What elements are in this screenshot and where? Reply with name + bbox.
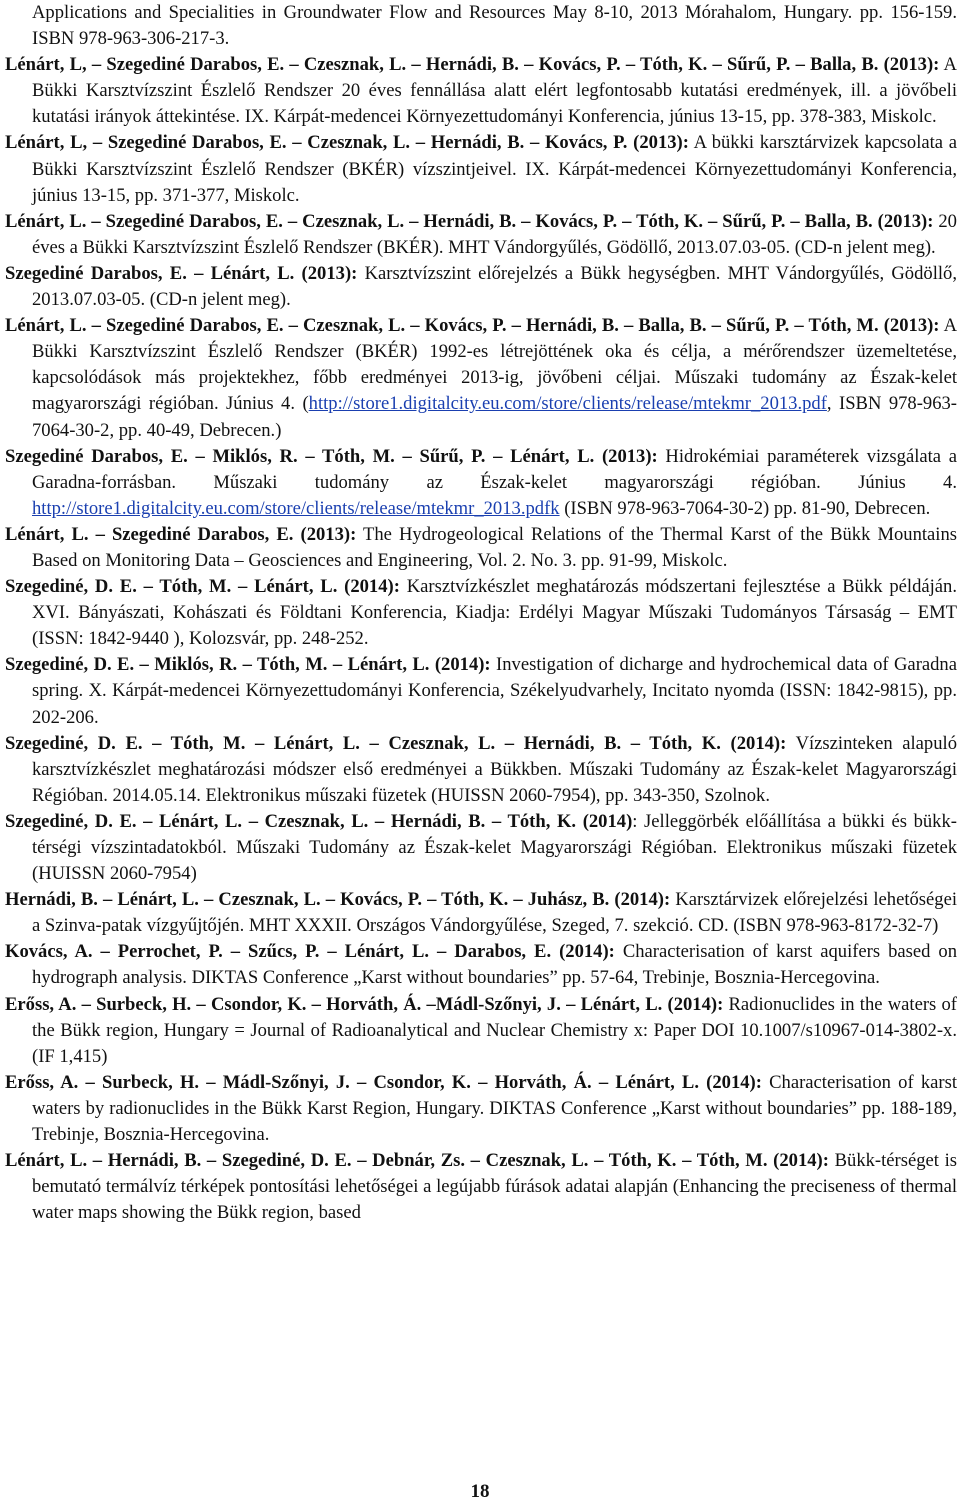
reference-year: (2014): (429, 654, 491, 676)
reference-text: Characterisation of karst aquifers based on hydrograph analysis. DIKTAS Conference „Karst without boundaries” pp. 57-64, Trebinje, Bosznia-Hercegovina. (32, 941, 957, 989)
reference-text: Bükk-térséget is bemutató termálvíz térképek pontosítási lehetőségei a legújabb fúrások adatai alapján (Enhancing the preciseness of thermal water maps showing the Bükk region, based (32, 1150, 958, 1224)
reference-text: Vízszinteken alapuló karsztvízkészlet meghatározási módszer első eredményei a Bükkben. Műszaki Tudomány az Észak-kelet Magyarországi Régióban. 2014.05.14. Elektronikus műszaki füzetek (HUISSN 2060-7954), pp. 343-350, Szolnok. (32, 732, 957, 806)
reference-authors: Lénárt, L. – Szegediné Darabos, E. (5, 523, 294, 545)
reference-authors: Szegediné, D. E. – Miklós, R. – Tóth, M. – Lénárt, L. (5, 654, 430, 676)
reference-text: A Bükki Karsztvízszint Észlelő Rendszer 20 éves fennállása alatt elért legfontosabb kutatási eredmények, ill. a jövőbeli kutatási irányok áttekintése. IX. Kárpát-medencei Környezettudományi Konferencia, június 13-15, pp. 378-383, Miskolc. (32, 54, 957, 128)
reference-authors: Lénárt, L. – Hernádi, B. – Szegediné, D. E. – Debnár, Zs. – Czesznak, L. – Tóth, K. – Tóth, M. (5, 1150, 768, 1172)
reference-entry (5, 887, 957, 939)
reference-authors: Lénárt, L. – Szegediné Darabos, E. – Czesznak, L. – Kovács, P. – Hernádi, B. – Balla, B. – Sűrű, P. – Tóth, M. (5, 315, 879, 337)
reference-authors: Szegediné, D. E. – Tóth, M. – Lénárt, L. – Czesznak, L. – Hernádi, B. – Tóth, K. (5, 732, 721, 754)
page-number: 18 (470, 1481, 490, 1502)
reference-authors: Szegediné, D. E. – Lénárt, L. – Czesznak, L. – Hernádi, B. – Tóth, K. (5, 810, 577, 832)
reference-entry (5, 0, 957, 52)
reference-year: (2013): (293, 523, 357, 545)
reference-authors: Lénárt, L, – Szegediné Darabos, E. – Czesznak, L. – Hernádi, B. – Kovács, P. – Tóth, K. – Sűrű, P. – Balla, B. (5, 54, 879, 76)
reference-year: (2014): (337, 576, 400, 598)
reference-entry (5, 1148, 957, 1226)
reference-text: : Jelleggörbék előállítása a bükki és bükk-térségi vízszintadatokból. Műszaki Tudomány az Észak-kelet Magyarországi Régióban. Elektronikus műszaki füzetek (HUISSN 2060-7954) (32, 810, 957, 885)
reference-authors: Lénárt, L. – Szegediné Darabos, E. – Czesznak, L. – Hernádi, B. – Kovács, P. – Tóth, K. – Sűrű, P. – Balla, B. (5, 210, 873, 232)
reference-text: A bükki karsztárvizek kapcsolata a Bükki Karsztvízszint Észlelő Rendszer (BKÉR) vízszintjeivel. IX. Kárpát-medencei Környezettudományi Konferencia, június 13-15, pp. 371-377, Miskolc. (32, 132, 957, 206)
reference-entry (5, 939, 957, 991)
reference-entry (5, 809, 957, 887)
reference-year: (2013): (627, 132, 689, 154)
reference-text: Karsztárvizek előrejelzési lehetőségei a Szinva-patak vízgyűjtőjén. MHT XXXII. Országos Vándorgyűlése, Szeged, 7. szekció. CD. (ISBN 978-963-8172-32-7) (32, 889, 957, 937)
reference-entry (5, 522, 957, 574)
reference-year: (2014): (767, 1150, 829, 1172)
reference-text: A Bükki Karsztvízszint Észlelő Rendszer (BKÉR) 1992-es létrejöttének oka és célja, a mérőrendszer üzemeltetése, kapcsolódások más projektekhez, főbb eredményei 2013-ig, jövőbeni céljai. Műszaki tudomány az Észak-kelet magyarországi régióban. Június 4. ( (32, 315, 957, 415)
reference-text: Hidrokémiai paraméterek vizsgálata a Garadna-forrásban. Műszaki tudomány az Észak-kelet magyarországi régióban. Június 4. (32, 445, 957, 493)
reference-entry (5, 652, 957, 730)
reference-text-tail: , ISBN 978-963-7064-30-2, pp. 40-49, Debrecen.) (32, 393, 957, 441)
reference-entry (5, 261, 957, 313)
reference-authors: Kovács, A. – Perrochet, P. – Szűcs, P. – Lénárt, L. – Darabos, E. (5, 941, 552, 963)
reference-text: Karsztvízszint előrejelzés a Bükk hegységben. MHT Vándorgyűlés, Gödöllő, 2013.07.03-05. (CD-n jelent meg). (32, 262, 957, 311)
reference-authors: Szegediné Darabos, E. – Miklós, R. – Tóth, M. – Sűrű, P. – Lénárt, L. (5, 445, 595, 467)
reference-text: Investigation of dicharge and hydrochemical data of Garadna spring. X. Kárpát-medencei Környezettudományi Konferencia, Székelyudvarhely, Incitato nyomda (ISSN: 1842-9815), pp. 202-206. (32, 654, 957, 728)
reference-text: Applications and Specialities in Groundwater Flow and Resources May 8-10, 2013 Mórahalom, Hungary. pp. 156-159. ISBN 978-963-306-217-3. (32, 2, 957, 50)
reference-year: (2014): (662, 993, 724, 1015)
reference-text: Radionuclides in the waters of the Bükk region, Hungary = Journal of Radioanalytical and Nuclear Chemistry x: Paper DOI 10.1007/s10967-014-3802-x. (IF 1,415) (32, 993, 957, 1067)
reference-year: (2013): (594, 445, 658, 467)
reference-entry (5, 52, 957, 130)
reference-year: (2014): (551, 941, 615, 963)
reference-list (5, 0, 957, 1226)
reference-year: (2014): (609, 889, 671, 911)
reference-authors: Erőss, A. – Surbeck, H. – Csondor, K. – Horváth, Á. –Mádl-Szőnyi, J. – Lénárt, L. (5, 993, 663, 1015)
reference-year: (2013): (878, 315, 940, 337)
reference-year: (2014): (698, 1071, 762, 1093)
reference-entry (5, 574, 957, 652)
reference-authors: Szegediné, D. E. – Tóth, M. – Lénárt, L. (5, 576, 338, 598)
reference-entry (5, 1070, 957, 1148)
reference-text: The Hydrogeological Relations of the Thermal Karst of the Bükk Mountains Based on Monitoring Data – Geosciences and Engineering, Vol. 2. No. 3. pp. 91-99, Miskolc. (32, 523, 957, 571)
reference-authors: Hernádi, B. – Lénárt, L. – Czesznak, L. – Kovács, P. – Tóth, K. – Juhász, B. (5, 889, 610, 911)
reference-year: (2013): (872, 210, 934, 232)
reference-entry (5, 444, 957, 522)
reference-entry (5, 130, 957, 208)
reference-text-tail: (ISBN 978-963-7064-30-2) pp. 81-90, Debrecen. (559, 497, 931, 519)
reference-year: (2014): (720, 732, 787, 754)
reference-text: 20 éves a Bükki Karsztvízszint Észlelő Rendszer (BKÉR). MHT Vándorgyűlés, Gödöllő, 2013.07.03-05. (CD-n jelent meg). (32, 210, 957, 258)
reference-authors: Szegediné Darabos, E. – Lénárt, L. (5, 262, 295, 284)
reference-link[interactable]: http://store1.digitalcity.eu.com/store/clients/release/mtekmr_2013.pdf (308, 393, 827, 415)
reference-authors: Erőss, A. – Surbeck, H. – Mádl-Szőnyi, J. – Csondor, K. – Horváth, Á. – Lénárt, L. (5, 1071, 699, 1093)
reference-entry (5, 313, 957, 443)
reference-year: (2013): (878, 54, 940, 76)
reference-year: (2014) (576, 810, 633, 832)
reference-text: Karsztvízkészlet meghatározás módszertani fejlesztése a Bükk példáján. XVI. Bányászati, Kohászati és Földtani Konferencia, Kiadja: Erdélyi Magyar Műszaki Tudományos Társaság – EMT (ISSN: 1842-9440 ), Kolozsvár, pp. 248-252. (32, 576, 957, 650)
reference-link[interactable]: http://store1.digitalcity.eu.com/store/clients/release/mtekmr_2013.pdfk (32, 497, 560, 519)
reference-entry (5, 992, 957, 1070)
reference-text: Characterisation of karst waters by radionuclides in the Bükk Karst Region, Hungary. DIKTAS Conference „Karst without boundaries” pp. 188-189, Trebinje, Bosznia-Hercegovina. (32, 1071, 957, 1146)
reference-entry (5, 209, 957, 261)
reference-entry (5, 731, 957, 809)
reference-authors: Lénárt, L, – Szegediné Darabos, E. – Czesznak, L. – Hernádi, B. – Kovács, P. (5, 132, 628, 154)
reference-year: (2013): (294, 262, 358, 284)
